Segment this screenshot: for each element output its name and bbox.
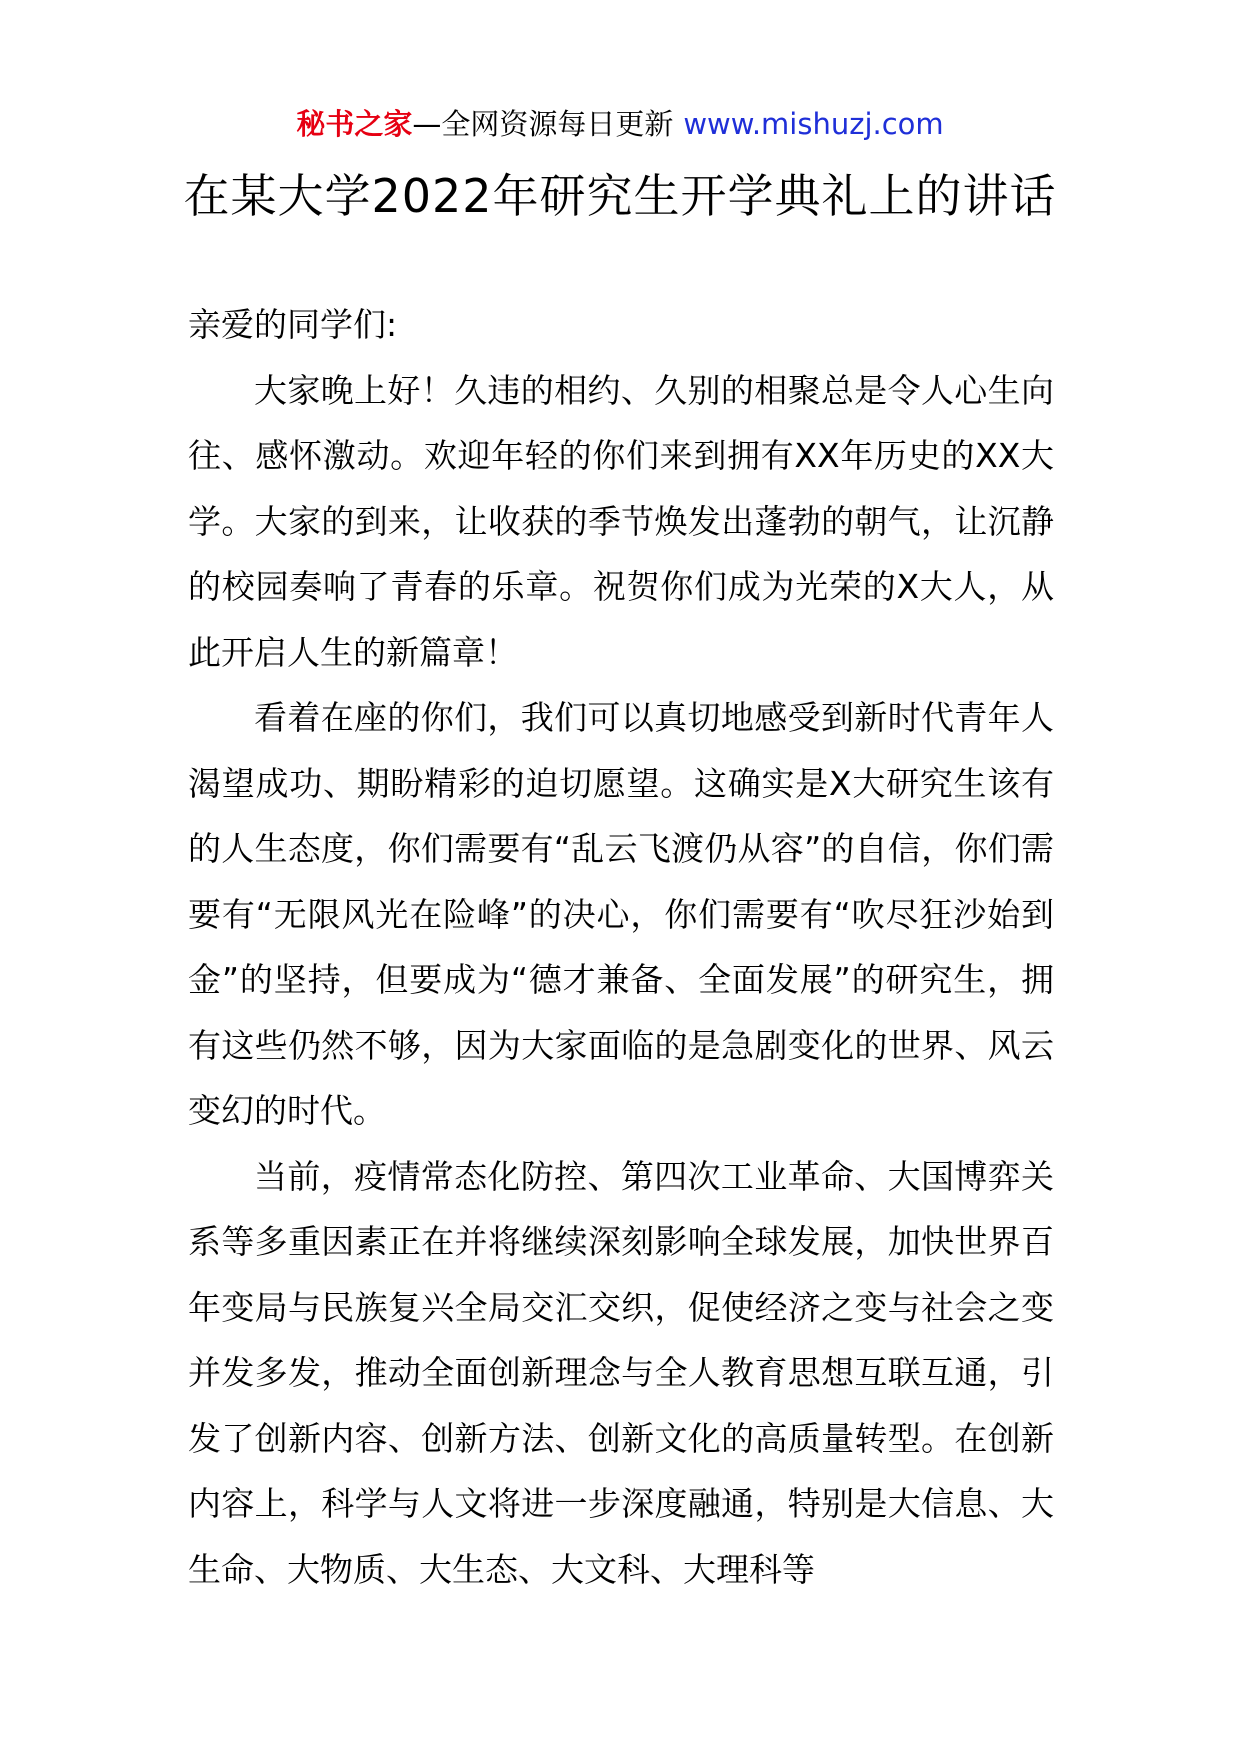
document-body (188, 292, 1054, 1602)
salutation: 亲爱的同学们: (188, 305, 398, 344)
paragraph-1: 大家晚上好！久违的相约、久别的相聚总是令人心生向往、感怀激动。欢迎年轻的你们来到拥有XX年历史的XX大学。大家的到来，让收获的季节焕发出蓬勃的朝气，让沉静的校园奏响了青春的乐章。祝贺你们成为光荣的X大人，从此开启人生的新篇章！ (188, 370, 1054, 672)
brand-slogan: —全网资源每日更新 (412, 107, 674, 141)
paragraph-3: 当前，疫情常态化防控、第四次工业革命、大国博弈关系等多重因素正在并将继续深刻影响全球发展，加快世界百年变局与民族复兴全局交汇交织，促使经济之变与社会之变并发多发，推动全面创新理念与全人教育思想互联互通，引发了创新内容、创新方法、创新文化的高质量转型。在创新内容上，科学与人文将进一步深度融通，特别是大信息、大生命、大物质、大生态、大文科、大理科等 (188, 1156, 1054, 1589)
paragraph-2: 看着在座的你们，我们可以真切地感受到新时代青年人渴望成功、期盼精彩的迫切愿望。这确实是X大研究生该有的人生态度，你们需要有“乱云飞渡仍从容”的自信，你们需要有“无限风光在险峰”的决心，你们需要有“吹尽狂沙始到金”的坚持，但要成为“德才兼备、全面发展”的研究生，拥有这些仍然不够，因为大家面临的是急剧变化的世界、风云变幻的时代。 (188, 698, 1054, 1130)
site-header (0, 104, 1240, 144)
brand-name: 秘书之家 (296, 107, 413, 141)
site-url-link[interactable]: www.mishuzj.com (683, 107, 944, 141)
document-title: 在某大学2022年研究生开学典礼上的讲话 (183, 169, 1057, 223)
